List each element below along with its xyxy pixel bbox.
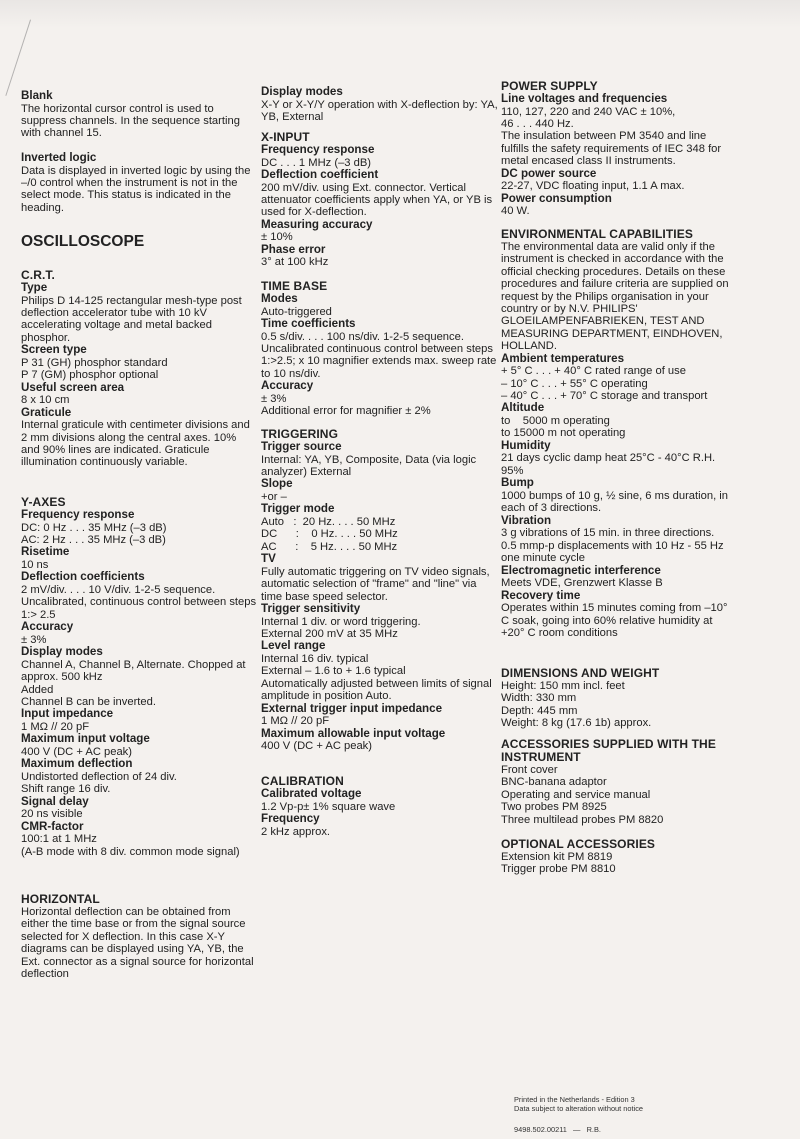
x-display-modes-heading: Display modes (261, 85, 343, 98)
screen-type-line2: P 7 (GM) phosphor optional (21, 369, 159, 382)
inverted-logic-section (21, 152, 257, 214)
footer-print-info (514, 1095, 643, 1113)
dc-power-source-heading: DC power source (501, 166, 597, 180)
input-impedance-heading: Input impedance (21, 707, 114, 721)
measuring-accuracy-text: ± 10% (261, 231, 293, 244)
optional-accessories-section (501, 838, 729, 876)
y-freq-response-dc: DC: 0 Hz . . . 35 MHz (–3 dB) (21, 521, 167, 534)
x-deflection-coefficient-text: 200 mV/div. using Ext. connector. Vertical attenuator coefficients apply when YA, or YB is used for X-deflection. (261, 181, 493, 219)
vibration-text: 3 g vibrations of 15 min. in three directions. 0.5 mmp-p displacements with 10 Hz - 55 Hz one minute cycle (501, 527, 724, 565)
power-consumption-text: 40 W. (501, 205, 530, 218)
max-input-voltage-heading: Maximum input voltage (21, 732, 150, 746)
x-freq-response-text: DC . . . 1 MHz (–3 dB) (261, 156, 372, 169)
accessories-section (501, 738, 729, 826)
x-display-modes-section (261, 86, 499, 123)
page-title: OSCILLOSCOPE (21, 233, 145, 250)
line-voltages-text3: The insulation between PM 3540 and line fulfills the safety requirements of IEC 348 for metal encased class II instruments. (501, 130, 722, 168)
y-freq-response-ac: AC: 2 Hz . . . 35 MHz (–3 dB) (21, 534, 166, 546)
y-accuracy-heading: Accuracy (21, 620, 74, 634)
optional-accessory-item: Trigger probe PM 8810 (501, 863, 616, 876)
crt-heading: C.R.T. (21, 268, 55, 282)
time-coefficients-text: 0.5 s/div. . . . 100 ns/div. 1-2-5 sequence. Uncalibrated continuous control between steps 1:>2.5; x 10 magnifier extends max. sweep rate to 10 ns/div. (261, 330, 497, 380)
page-top-shading (0, 0, 800, 28)
x-display-modes-text: X-Y or X-Y/Y operation with X-deflection by: YA, YB, External (261, 98, 498, 123)
tv-heading: TV (261, 552, 276, 566)
x-input-heading: X-INPUT (261, 130, 310, 144)
environmental-section (501, 228, 729, 639)
power-consumption-heading: Power consumption (501, 191, 612, 205)
trigger-sensitivity-heading: Trigger sensitivity (261, 602, 361, 616)
level-range-text2: External – 1.6 to + 1.6 typical (261, 665, 406, 678)
optional-accessories-heading: OPTIONAL ACCESSORIES (501, 837, 656, 851)
type-text: Philips D 14-125 rectangular mesh-type post deflection accelerator tube with 10 kV accelerating voltage and metal backed phosphor. (21, 294, 242, 344)
footer-alteration-line: Data subject to alteration without notice (514, 1104, 644, 1113)
line-voltages-text1: 110, 127, 220 and 240 VAC ± 10%, (501, 105, 676, 118)
risetime-text: 10 ns (21, 559, 49, 571)
dimensions-heading: DIMENSIONS AND WEIGHT (501, 666, 660, 680)
triggering-section (261, 428, 499, 753)
tb-accuracy-text1: ± 3% (261, 392, 287, 405)
calibrated-voltage-heading: Calibrated voltage (261, 787, 362, 800)
slope-heading: Slope (261, 477, 293, 491)
environmental-heading: ENVIRONMENTAL CAPABILITIES (501, 227, 693, 241)
y-deflection-coefficients-text: 2 mV/div. . . . 10 V/div. 1-2-5 sequence. Uncalibrated, continuous control between steps 1:> 2.5 (21, 584, 257, 621)
vibration-heading: Vibration (501, 513, 552, 527)
dc-power-source-text: 22-27, VDC floating input, 1.1 A max. (501, 180, 685, 193)
accessory-item: Operating and service manual (501, 788, 651, 801)
triggering-heading: TRIGGERING (261, 427, 339, 441)
screen-type-line1: P 31 (GH) phosphor standard (21, 356, 168, 369)
altitude-text1: to 5000 m operating (501, 415, 610, 428)
recovery-time-text: Operates within 15 minutes coming from –10° C soak, going into 60% relative humidity at +20° C room conditions (501, 602, 728, 639)
tb-accuracy-heading: Accuracy (261, 379, 314, 393)
trigger-mode-auto: Auto : 20 Hz. . . . 50 MHz (261, 516, 396, 528)
modes-heading: Modes (261, 292, 298, 305)
bump-heading: Bump (501, 476, 534, 490)
bump-text: 1000 bumps of 10 g, ½ sine, 6 ms duration, in each of 3 directions. (501, 489, 728, 515)
ext-trigger-impedance-text: 1 MΩ // 20 pF (261, 715, 330, 728)
ambient-temperatures-text2: – 10° C . . . + 55° C operating (501, 377, 648, 390)
max-allowable-voltage-text: 400 V (DC + AC peak) (261, 740, 372, 753)
y-axes-heading: Y-AXES (21, 495, 66, 509)
environmental-text: The environmental data are valid only if the instrument is checked in accordance with the official checking procedures. Details on these procedures and failure criteria are supplied on request by the Philips organisation in your country or by N.V. PHILIPS' GLOEILAMPENFABRIEKEN, TEST AND MEASURING DEPARTMENT, EINDHOVEN, HOLLAND. (501, 241, 729, 353)
line-voltages-text2: 46 . . . 440 Hz. (501, 118, 574, 130)
dimensions-section (501, 667, 729, 730)
max-deflection-text1: Undistorted deflection of 24 div. (21, 771, 177, 784)
cmr-factor-text2: (A-B mode with 8 div. common mode signal) (21, 845, 240, 858)
power-supply-section (501, 80, 729, 218)
tv-text: Fully automatic triggering on TV video signals, automatic selection of "frame" and "line" via time base speed selector. (261, 565, 490, 603)
accessory-item: Three multilead probes PM 8820 (501, 813, 664, 826)
y-axes-section (21, 496, 257, 858)
humidity-heading: Humidity (501, 438, 551, 452)
humidity-text: 21 days cyclic damp heat 25°C - 40°C R.H. 95% (501, 452, 716, 477)
x-deflection-coefficient-heading: Deflection coefficient (261, 168, 379, 181)
input-impedance-text: 1 MΩ // 20 pF (21, 721, 90, 734)
ambient-temperatures-text3: – 40° C . . . + 70° C storage and transport (501, 390, 708, 403)
x-freq-response-heading: Frequency response (261, 143, 375, 156)
type-heading: Type (21, 281, 48, 294)
blank-text: The horizontal cursor control is used to suppress channels. In the sequence starting with channel 15. (21, 102, 240, 140)
screen-type-heading: Screen type (21, 343, 87, 357)
altitude-heading: Altitude (501, 401, 545, 415)
y-accuracy-text: ± 3% (21, 633, 47, 646)
crt-section (21, 269, 257, 469)
accessories-heading: ACCESSORIES SUPPLIED WITH THE INSTRUMENT (501, 737, 716, 764)
cmr-factor-text1: 100:1 at 1 MHz (21, 833, 97, 846)
dimensions-weight: Weight: 8 kg (17.6 1b) approx. (501, 717, 652, 730)
time-base-heading: TIME BASE (261, 279, 328, 293)
max-deflection-heading: Maximum deflection (21, 757, 133, 771)
calibrated-voltage-text: 1.2 Vp-p± 1% square wave (261, 800, 396, 813)
oscilloscope-title-block (21, 233, 257, 251)
signal-delay-text: 20 ns visible (21, 808, 83, 821)
emi-heading: Electromagnetic interference (501, 563, 661, 577)
emi-text: Meets VDE, Grenzwert Klasse B (501, 577, 663, 590)
ext-trigger-impedance-heading: External trigger input impedance (261, 701, 443, 715)
dimensions-depth: Depth: 445 mm (501, 704, 578, 717)
risetime-heading: Risetime (21, 545, 70, 559)
time-base-section (261, 280, 499, 418)
trigger-source-text: Internal: YA, YB, Composite, Data (via logic analyzer) External (261, 453, 477, 478)
trigger-source-heading: Trigger source (261, 440, 342, 453)
y-display-modes-added: Added (21, 683, 54, 696)
footer-printed-line: Printed in the Netherlands - Edition 3 (514, 1095, 635, 1104)
trigger-mode-dc: DC : 0 Hz. . . . 50 MHz (261, 528, 398, 541)
trigger-mode-heading: Trigger mode (261, 502, 335, 516)
frequency-heading: Frequency (261, 812, 320, 825)
inverted-logic-text: Data is displayed in inverted logic by using the –/0 control when the instrument is not in the select mode. This status is indicated in the heading. (21, 164, 251, 214)
dimensions-height: Height: 150 mm incl. feet (501, 680, 625, 692)
accessory-item: Two probes PM 8925 (501, 801, 607, 814)
footer-code (514, 1125, 601, 1134)
measuring-accuracy-heading: Measuring accuracy (261, 217, 373, 231)
dimensions-width: Width: 330 mm (501, 692, 577, 705)
useful-area-text: 8 x 10 cm (21, 394, 70, 407)
phase-error-heading: Phase error (261, 242, 326, 256)
accessory-item: Front cover (501, 764, 558, 776)
horizontal-heading: HORIZONTAL (21, 892, 100, 906)
level-range-text1: Internal 16 div. typical (261, 653, 369, 666)
trigger-mode-ac: AC : 5 Hz. . . . 50 MHz (261, 540, 398, 553)
trigger-sensitivity-text2: External 200 mV at 35 MHz (261, 628, 398, 641)
horizontal-section (21, 893, 257, 980)
y-display-modes-text: Channel A, Channel B, Alternate. Chopped at approx. 500 kHz (21, 658, 246, 684)
level-range-heading: Level range (261, 639, 326, 653)
line-voltages-heading: Line voltages and frequencies (501, 92, 668, 105)
time-coefficients-heading: Time coefficients (261, 317, 356, 330)
calibration-section (261, 775, 499, 838)
y-deflection-coefficients-heading: Deflection coefficients (21, 570, 145, 584)
y-display-modes-inverted: Channel B can be inverted. (21, 696, 156, 709)
level-range-text3: Automatically adjusted between limits of signal amplitude in position Auto. (261, 677, 492, 703)
blank-heading: Blank (21, 89, 53, 102)
signal-delay-heading: Signal delay (21, 794, 89, 808)
calibration-heading: CALIBRATION (261, 774, 344, 788)
modes-text: Auto-triggered (261, 305, 332, 318)
frequency-text: 2 kHz approx. (261, 825, 331, 838)
ambient-temperatures-text1: + 5° C . . . + 40° C rated range of use (501, 365, 686, 378)
phase-error-text: 3° at 100 kHz (261, 256, 329, 269)
horizontal-text: Horizontal deflection can be obtained from either the time base or from the signal source selected for X deflection. In this case X-Y diagrams can be displayed using YA, YB, the Ext. connector as a signal source for horizontal deflection (21, 906, 254, 981)
inverted-logic-heading: Inverted logic (21, 151, 97, 164)
optional-accessory-item: Extension kit PM 8819 (501, 851, 613, 863)
slope-text: +or – (261, 491, 287, 503)
graticule-heading: Graticule (21, 405, 72, 419)
altitude-text2: to 15000 m not operating (501, 427, 626, 440)
recovery-time-heading: Recovery time (501, 588, 581, 602)
page-crease-mark (5, 20, 33, 97)
accessory-item: BNC-banana adaptor (501, 776, 607, 789)
x-input-section (261, 131, 499, 269)
power-supply-heading: POWER SUPPLY (501, 79, 598, 93)
cmr-factor-heading: CMR-factor (21, 819, 84, 833)
useful-area-heading: Useful screen area (21, 380, 125, 394)
max-deflection-text2: Shift range 16 div. (21, 783, 111, 796)
y-freq-response-heading: Frequency response (21, 508, 135, 521)
ambient-temperatures-heading: Ambient temperatures (501, 351, 625, 365)
y-display-modes-heading: Display modes (21, 645, 103, 659)
trigger-sensitivity-text1: Internal 1 div. or word triggering. (261, 615, 421, 628)
footer-code-line: 9498.502.00211 — R.B. (514, 1125, 601, 1134)
max-allowable-voltage-heading: Maximum allowable input voltage (261, 726, 446, 740)
blank-section (21, 90, 257, 140)
graticule-text: Internal graticule with centimeter divisions and 2 mm divisions along the central axes. 10% and 90% lines are indicated. Graticule illumination continuously variable. (21, 419, 250, 469)
tb-accuracy-text2: Additional error for magnifier ± 2% (261, 405, 431, 418)
max-input-voltage-text: 400 V (DC + AC peak) (21, 746, 132, 759)
